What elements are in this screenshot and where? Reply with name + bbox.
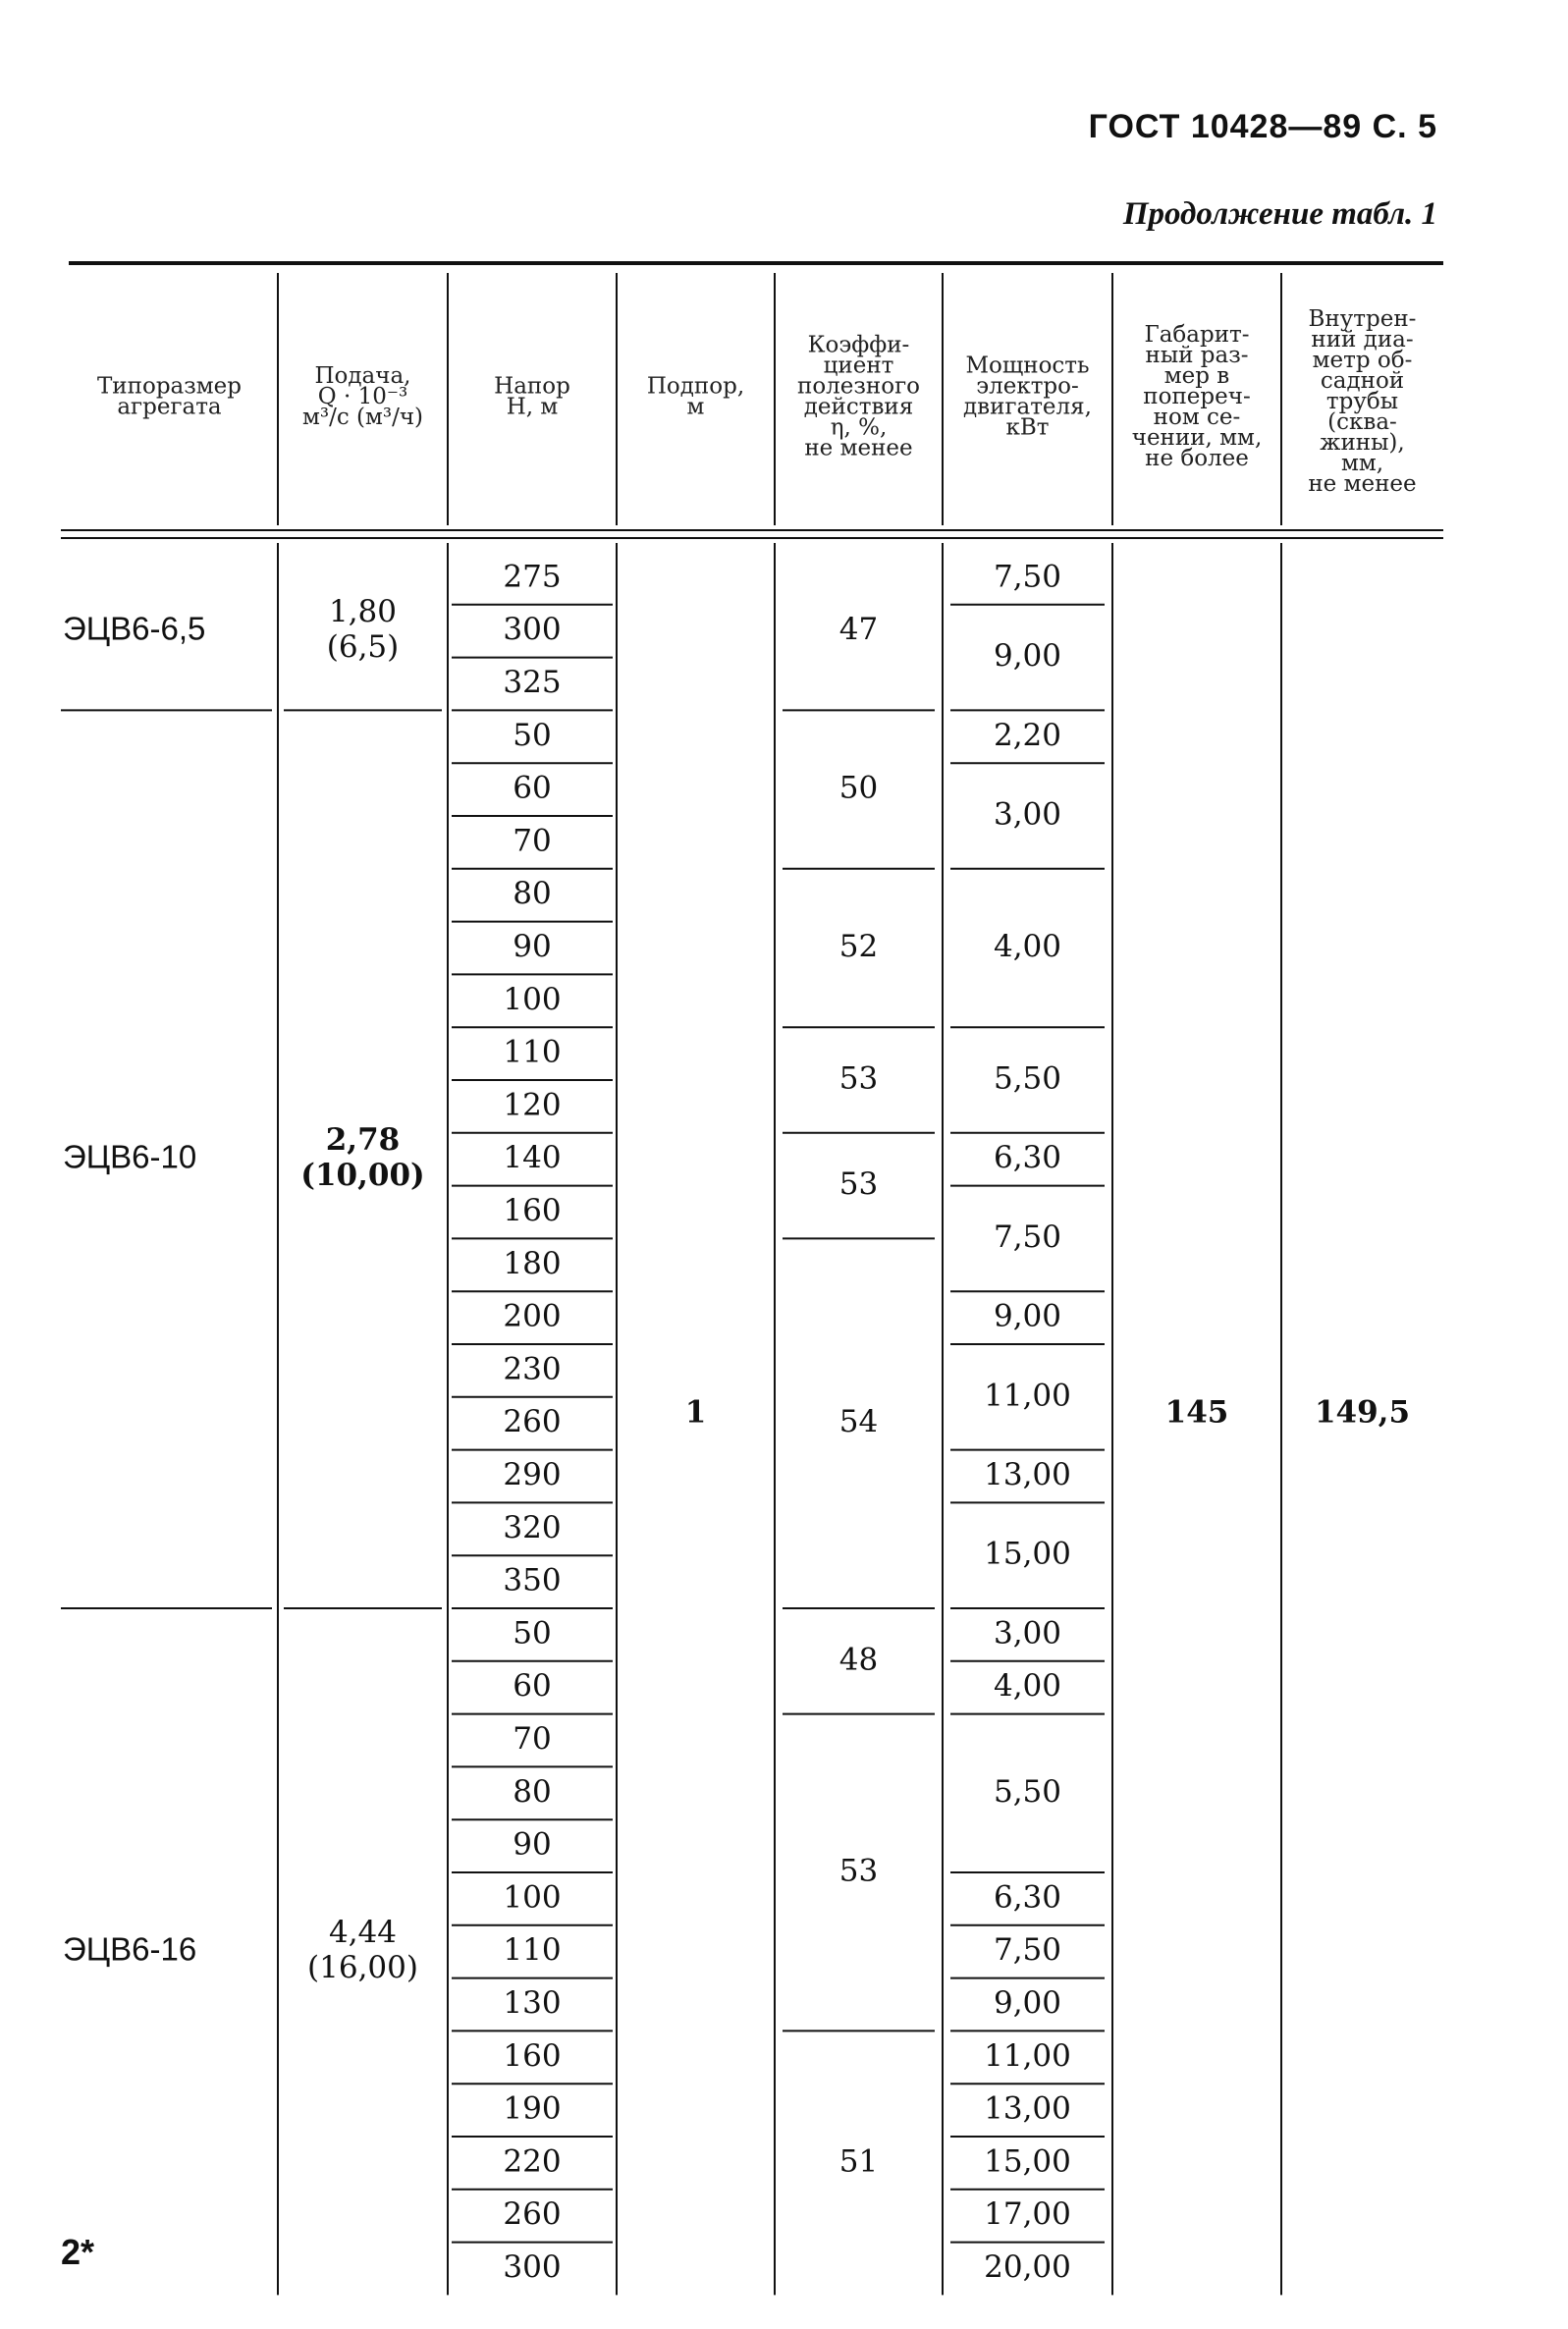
model-name: ЭЦВ6-6,5: [63, 610, 206, 647]
head-value: 80: [513, 876, 552, 912]
casing-diameter-value: 149,5: [1314, 1394, 1411, 1431]
head-value: 60: [513, 1668, 552, 1705]
power-value: 7,50: [993, 1932, 1062, 1969]
head-value: 275: [503, 559, 562, 595]
column-header-6-line: кВт: [1005, 414, 1050, 441]
efficiency-value: 51: [838, 2143, 879, 2180]
head-value: 80: [513, 1773, 552, 1810]
column-header-8-line: ний диа-: [1311, 327, 1414, 352]
power-value: 4,00: [993, 929, 1062, 964]
head-value: 110: [503, 1034, 562, 1070]
column-header-5-line: не менее: [804, 435, 913, 461]
column-header-2-line: Подача,: [314, 363, 411, 389]
column-header-7-line: Габарит-: [1144, 322, 1250, 348]
power-value: 15,00: [984, 1536, 1071, 1572]
power-value: 3,00: [993, 1615, 1062, 1652]
efficiency-value: 53: [838, 1166, 879, 1203]
power-value: 4,00: [993, 1668, 1062, 1705]
page-footer-mark: 2*: [61, 2232, 95, 2272]
head-value: 320: [503, 1509, 562, 1545]
power-value: 2,20: [993, 717, 1062, 753]
column-header-3-line: Напор: [494, 373, 570, 400]
head-value: 160: [503, 1193, 562, 1228]
head-value: 70: [513, 1721, 552, 1757]
document-header: ГОСТ 10428—89 С. 5: [1088, 108, 1437, 145]
column-header-1-line: Типоразмер: [96, 373, 243, 400]
power-value: 3,00: [993, 796, 1062, 833]
power-value: 6,30: [993, 1140, 1062, 1176]
column-header-6-line: электро-: [976, 373, 1079, 400]
backpressure-value: 1: [684, 1394, 707, 1431]
power-value: 9,00: [993, 1298, 1062, 1334]
head-value: 190: [503, 2090, 562, 2127]
head-value: 260: [503, 1404, 562, 1440]
efficiency-value: 47: [838, 612, 879, 648]
power-value: 5,50: [993, 1773, 1062, 1810]
column-header-5-line: полезного: [796, 373, 921, 400]
head-value: 140: [503, 1140, 562, 1176]
column-header-7-line: мер в: [1163, 363, 1230, 389]
efficiency-value: 54: [838, 1404, 879, 1440]
model-name: ЭЦВ6-16: [63, 1930, 197, 1968]
head-value: 60: [513, 770, 552, 806]
power-value: 5,50: [993, 1060, 1062, 1097]
column-header-8-line: не менее: [1308, 471, 1417, 497]
column-header-8-line: жины),: [1320, 430, 1405, 456]
efficiency-value: 48: [838, 1642, 879, 1678]
column-header-8-line: (сква-: [1327, 409, 1397, 435]
efficiency-value: 53: [838, 1853, 879, 1889]
column-header-7-line: ном се-: [1153, 405, 1241, 430]
power-value: 13,00: [984, 2090, 1071, 2127]
column-header-8-line: садной: [1320, 368, 1405, 394]
column-header-5-line: циент: [823, 352, 894, 379]
head-value: 90: [513, 929, 552, 964]
column-header-5-line: η, %,: [830, 414, 888, 441]
column-header-2-line: м³/с (м³/ч): [301, 405, 424, 430]
column-header-8-line: Внутрен-: [1308, 306, 1417, 332]
column-header-8-line: метр об-: [1312, 348, 1413, 373]
head-value: 100: [503, 981, 562, 1017]
head-value: 100: [503, 1879, 562, 1916]
efficiency-value: 50: [838, 770, 879, 806]
head-value: 70: [513, 823, 552, 859]
column-header-4-line: м: [686, 394, 705, 420]
power-value: 15,00: [984, 2143, 1071, 2180]
column-header-7-line: ный раз-: [1145, 343, 1249, 368]
flow-value: (16,00): [307, 1950, 418, 1986]
head-value: 180: [503, 1245, 562, 1281]
head-value: 50: [513, 1615, 552, 1652]
column-header-6-line: Мощность: [965, 352, 1090, 379]
power-value: 7,50: [993, 559, 1062, 595]
head-value: 200: [503, 1298, 562, 1334]
table-continuation-label: Продолжение табл. 1: [1122, 196, 1437, 232]
column-header-6-line: двигателя,: [963, 394, 1092, 420]
power-value: 6,30: [993, 1879, 1062, 1916]
efficiency-value: 53: [838, 1060, 879, 1097]
head-value: 130: [503, 1985, 562, 2021]
column-header-8-line: трубы: [1325, 389, 1399, 414]
column-header-3-line: Н, м: [506, 394, 559, 420]
head-value: 300: [503, 612, 562, 648]
head-value: 260: [503, 2196, 562, 2233]
head-value: 50: [513, 717, 552, 753]
column-header-5-line: действия: [803, 394, 914, 420]
column-header-2-line: Q · 10⁻³: [317, 384, 408, 409]
flow-value: 2,78: [325, 1122, 401, 1159]
efficiency-value: 52: [838, 929, 879, 964]
head-value: 325: [503, 665, 562, 700]
model-name: ЭЦВ6-10: [63, 1138, 197, 1175]
column-header-1-line: агрегата: [117, 394, 222, 420]
head-value: 220: [503, 2143, 562, 2180]
power-value: 9,00: [993, 638, 1062, 675]
power-value: 7,50: [993, 1219, 1062, 1255]
column-header-8-line: мм,: [1340, 451, 1384, 476]
head-value: 160: [503, 2037, 562, 2074]
head-value: 110: [503, 1932, 562, 1969]
power-value: 20,00: [984, 2249, 1071, 2285]
column-header-7-line: попереч-: [1143, 384, 1251, 409]
head-value: 350: [503, 1562, 562, 1598]
power-value: 13,00: [984, 1457, 1071, 1492]
column-header-7-line: не более: [1145, 446, 1249, 471]
head-value: 300: [503, 2249, 562, 2285]
head-value: 120: [503, 1087, 562, 1123]
gabarit-value: 145: [1164, 1394, 1229, 1431]
column-header-5-line: Коэффи-: [807, 332, 910, 358]
flow-value: 1,80: [328, 594, 398, 630]
power-value: 11,00: [984, 2037, 1071, 2074]
head-value: 90: [513, 1826, 552, 1863]
column-header-4-line: Подпор,: [646, 373, 745, 400]
column-header-7-line: чении, мм,: [1131, 425, 1263, 451]
power-value: 11,00: [984, 1378, 1071, 1414]
power-value: 17,00: [984, 2196, 1071, 2233]
head-value: 230: [503, 1351, 562, 1387]
flow-value: (6,5): [326, 629, 400, 666]
head-value: 290: [503, 1457, 562, 1492]
flow-value: 4,44: [328, 1915, 398, 1951]
power-value: 9,00: [993, 1985, 1062, 2021]
flow-value: (10,00): [300, 1158, 425, 1194]
